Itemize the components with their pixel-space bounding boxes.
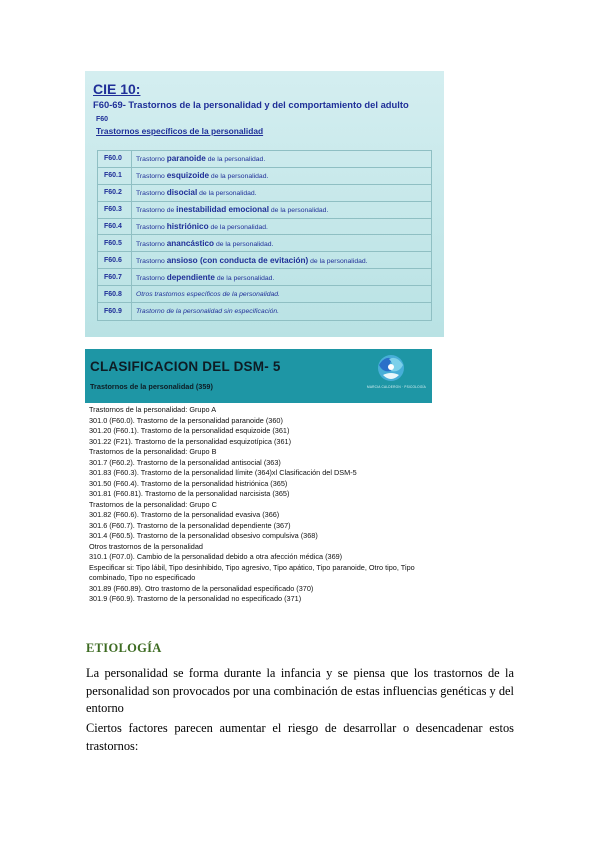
row-code: F60.4	[98, 219, 132, 235]
row-text	[132, 188, 257, 197]
row-text	[132, 273, 274, 282]
row-text-emphasis: dependiente	[166, 272, 215, 282]
row-text-prefix: Trastorno	[136, 224, 167, 231]
table-row	[98, 269, 431, 286]
brand-logo	[367, 353, 426, 399]
list-item: 301.83 (F60.3). Trastorno de la personalidad límite (364)xl Clasificación del DSM-5	[89, 468, 357, 477]
list-item: 301.22 (F21). Trastorno de la personalidad esquizotípica (361)	[89, 436, 292, 446]
row-text-suffix: de la personalidad.	[214, 240, 274, 248]
cie10-subtitle: F60-69- Trastornos de la personalidad y del comportamiento del adulto	[93, 99, 409, 110]
row-text	[132, 239, 273, 248]
row-text-prefix: Trastorno de	[136, 207, 177, 215]
brain-logo-icon	[367, 353, 415, 385]
row-text-prefix: Trastorno	[136, 274, 167, 282]
table-row	[98, 252, 431, 269]
row-text-suffix: de la personalidad.	[208, 224, 268, 231]
row-text-emphasis: paranoide	[166, 154, 206, 164]
row-text-suffix: de la personalidad.	[197, 190, 257, 198]
paragraph: Ciertos factores parecen aumentar el riesgo de desarrollar o desencadenar estos trastornos:	[86, 721, 514, 753]
section-heading: ETIOLOGÍA	[86, 641, 162, 655]
row-code: F60.7	[98, 269, 132, 285]
row-text-prefix: Trastorno	[136, 240, 167, 248]
table-row	[98, 185, 431, 202]
row-text-suffix: de la personalidad.	[214, 274, 275, 282]
cie10-subsection: Trastornos específicos de la personalidad	[96, 126, 264, 136]
row-text	[132, 205, 328, 214]
logo-text: MARCIA CALDERON · PSICOLOGÍA	[367, 385, 426, 389]
row-text-emphasis: histriónico	[166, 222, 209, 231]
list-item: Otros trastornos de la personalidad	[89, 541, 203, 551]
cie10-code: F60	[96, 116, 109, 123]
row-text-prefix: Trastorno	[136, 173, 167, 181]
row-code: F60.9	[98, 303, 132, 320]
list-item: Especificar si: Tipo lábil, Tipo desinhibido, Tipo agresivo, Tipo apático, Tipo paranoide, Otro tipo, Tipo combinado, Tipo no especificado	[89, 562, 415, 582]
row-code: F60.1	[98, 168, 132, 184]
row-code: F60.3	[98, 202, 132, 218]
row-code: F60.6	[98, 252, 132, 268]
cie10-table	[97, 150, 432, 321]
dsm5-list	[89, 405, 419, 605]
row-text-emphasis: esquizoide	[166, 171, 210, 181]
list-item: 301.82 (F60.6). Trastorno de la personalidad evasiva (366)	[89, 510, 280, 519]
row-code: F60.0	[98, 151, 132, 167]
row-code: F60.2	[98, 185, 132, 201]
row-code: F60.8	[98, 286, 132, 302]
list-item: 301.89 (F60.89). Otro trastorno de la personalidad especificado (370)	[89, 583, 314, 593]
row-text	[132, 256, 368, 265]
table-row	[98, 219, 431, 236]
cie10-panel	[85, 71, 444, 337]
list-item: 301.81 (F60.81). Trastorno de la personalidad narcisista (365)	[89, 489, 290, 498]
table-row	[98, 168, 431, 185]
row-text: Trastorno de la personalidad sin especificación.	[136, 307, 280, 315]
row-text-emphasis: anancástico	[166, 238, 215, 248]
list-item: Trastornos de la personalidad: Grupo B	[89, 447, 217, 456]
paragraph: La personalidad se forma durante la infancia y se piensa que los trastornos de la personalidad son provocados por una combinación de estas influencias genéticas y del entorno	[86, 666, 514, 715]
table-row	[98, 202, 431, 219]
list-item: 301.6 (F60.7). Trastorno de la personalidad dependiente (367)	[89, 520, 291, 530]
list-item: 301.4 (F60.5). Trastorno de la personalidad obsesivo compulsiva (368)	[89, 531, 318, 540]
row-text-prefix: Trastorno	[136, 190, 167, 198]
row-text	[132, 154, 265, 163]
row-text-prefix: Trastorno	[136, 257, 167, 265]
list-item: 301.9 (F60.9). Trastorno de la personalidad no especificado (371)	[89, 594, 302, 603]
list-item: 301.20 (F60.1). Trastorno de la personalidad esquizoide (361)	[89, 426, 290, 435]
row-text: Otros trastornos específicos de la personalidad.	[136, 290, 280, 298]
row-text-emphasis: inestabilidad emocional	[176, 205, 269, 215]
row-text	[132, 222, 268, 231]
dsm5-subtitle: Trastornos de la personalidad (359)	[90, 382, 213, 391]
row-text-emphasis: ansioso (con conducta de evitación)	[166, 255, 309, 265]
table-row	[98, 286, 431, 303]
list-item: 310.1 (F07.0). Cambio de la personalidad debido a otra afección médica (369)	[89, 552, 343, 561]
list-item: 301.0 (F60.0). Trastorno de la personalidad paranoide (360)	[89, 415, 283, 425]
row-text-suffix: de la personalidad.	[308, 257, 368, 265]
row-text-emphasis: disocial	[166, 188, 198, 198]
dsm5-title: CLASIFICACION DEL DSM- 5	[90, 359, 281, 374]
table-row	[98, 303, 431, 320]
row-text-prefix: Trastorno	[136, 156, 167, 164]
list-item: 301.50 (F60.4). Trastorno de la personalidad histriónica (365)	[89, 478, 288, 488]
list-item: Trastornos de la personalidad: Grupo A	[89, 405, 217, 414]
dsm5-header	[85, 349, 432, 403]
row-text-suffix: de la personalidad.	[205, 156, 266, 164]
table-row	[98, 151, 431, 168]
cie10-title: CIE 10:	[93, 81, 141, 97]
row-code: F60.5	[98, 235, 132, 251]
row-text-suffix: de la personalidad.	[269, 207, 329, 215]
list-item: Trastornos de la personalidad: Grupo C	[89, 499, 217, 509]
table-row	[98, 235, 431, 252]
list-item: 301.7 (F60.2). Trastorno de la personalidad antisocial (363)	[89, 457, 281, 467]
row-text	[132, 171, 268, 180]
row-text-suffix: de la personalidad.	[209, 173, 269, 181]
